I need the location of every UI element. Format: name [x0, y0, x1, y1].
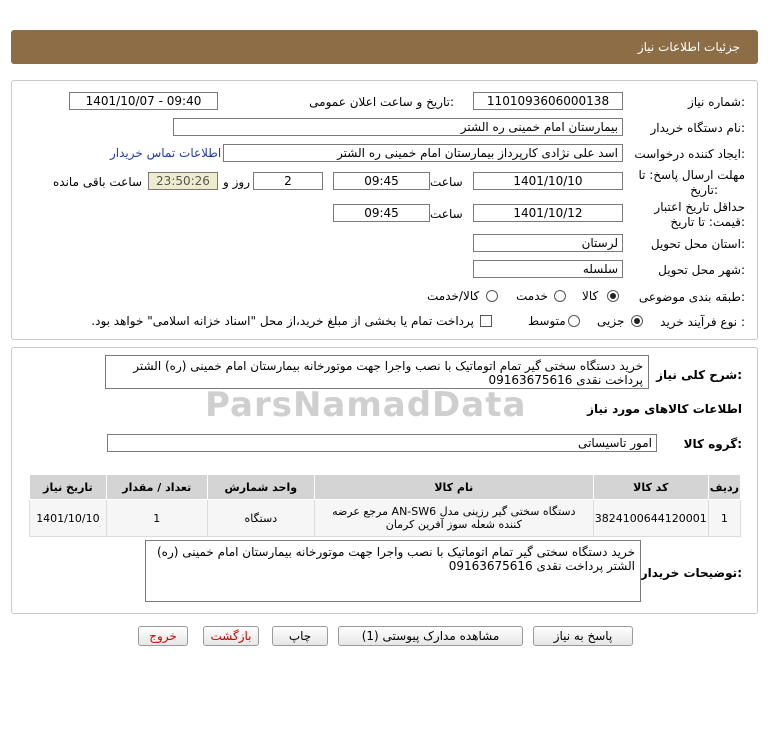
validity-label-2: قیمت: تا تاریخ:: [670, 215, 745, 229]
page-header: [11, 30, 758, 64]
goods-group-field[interactable]: امور تاسیساتی: [107, 434, 657, 452]
watermark: ParsNamadData: [205, 385, 527, 425]
column-header: تعداد / مقدار: [106, 475, 207, 500]
deadline-date-field[interactable]: 1401/10/10: [473, 172, 623, 190]
goods-section-title: اطلاعات کالاهای مورد نیاز: [587, 402, 742, 416]
announce-label: تاریخ و ساعت اعلان عمومی:: [309, 95, 454, 109]
creator-label: ایجاد کننده درخواست:: [634, 147, 745, 161]
category-radio-service[interactable]: [554, 290, 566, 302]
table-row[interactable]: [30, 500, 741, 537]
exit-button[interactable]: خروج: [138, 626, 188, 646]
validity-time-label: ساعت: [430, 207, 463, 221]
validity-date-field[interactable]: 1401/10/12: [473, 204, 623, 222]
creator-field[interactable]: اسد علی نژادی کارپرداز بیمارستان امام خمینی ره الشتر: [223, 144, 623, 162]
province-label: استان محل تحویل:: [650, 237, 745, 251]
purchase-radio-medium[interactable]: [568, 315, 580, 327]
cell-date: 1401/10/10: [30, 500, 107, 537]
category-radio-goods[interactable]: [607, 290, 619, 302]
cell-code: 3824100644120001: [593, 500, 708, 537]
purchase-radio-minor[interactable]: [631, 315, 643, 327]
buyer-notes-field[interactable]: خرید دستگاه سختی گیر تمام اتوماتیک با نصب واجرا جهت موتورخانه بیمارستان امام خمینی (ره) الشتر پرداخت نقدی 09163675616: [145, 540, 641, 602]
treasury-note: پرداخت تمام یا بخشی از مبلغ خرید،از محل "اسناد خزانه اسلامی" خواهد بود.: [91, 314, 474, 328]
cell-qty: 1: [106, 500, 207, 537]
category-radio-both[interactable]: [486, 290, 498, 302]
days-label: روز و: [223, 175, 250, 189]
cell-unit: دستگاه: [207, 500, 314, 537]
cell-index: 1: [708, 500, 740, 537]
province-field[interactable]: لرستان: [473, 234, 623, 252]
deadline-label-2: تاریخ:: [690, 183, 718, 197]
remaining-label: ساعت باقی مانده: [53, 175, 143, 189]
attachments-button[interactable]: مشاهده مدارک پیوستی (1): [338, 626, 523, 646]
column-header: واحد شمارش: [207, 475, 314, 500]
purchase-type-label: نوع فرآیند خرید :: [660, 315, 745, 329]
buyer-org-label: نام دستگاه خریدار:: [650, 121, 745, 135]
print-button[interactable]: چاپ: [272, 626, 328, 646]
reply-button[interactable]: پاسخ به نیاز: [533, 626, 633, 646]
goods-table: [29, 474, 741, 537]
city-field[interactable]: سلسله: [473, 260, 623, 278]
category-option-goods: کالا: [582, 289, 599, 303]
summary-field[interactable]: خرید دستگاه سختی گیر تمام اتوماتیک با نصب واجرا جهت موتورخانه بیمارستان امام خمینی (ره) الشتر پرداخت نقدی 09163675616: [105, 355, 649, 389]
column-header: کد کالا: [593, 475, 708, 500]
category-label: طبقه بندی موضوعی:: [638, 290, 745, 304]
purchase-option-medium: متوسط: [528, 314, 566, 328]
column-header: ردیف: [708, 475, 740, 500]
validity-label: حداقل تاریخ اعتبار: [654, 200, 745, 214]
deadline-label: مهلت ارسال پاسخ: تا: [638, 168, 745, 182]
back-button[interactable]: بازگشت: [203, 626, 259, 646]
column-header: نام کالا: [314, 475, 593, 500]
deadline-time-label: ساعت: [430, 175, 463, 189]
deadline-time-field[interactable]: 09:45: [333, 172, 430, 190]
need-number-field[interactable]: 1101093606000138: [473, 92, 623, 110]
page-title: جزئیات اطلاعات نیاز: [637, 40, 740, 54]
summary-label: شرح کلی نیاز:: [656, 368, 742, 382]
category-option-both: کالا/خدمت: [427, 289, 480, 303]
cell-name: دستگاه سختی گیر رزینی مدل AN-SW6 مرجع عرضه کننده شعله سوز آفرین کرمان: [314, 500, 593, 537]
goods-group-label: گروه کالا:: [683, 437, 742, 451]
purchase-option-minor: جزیی: [597, 314, 625, 328]
remaining-timer: 23:50:26: [148, 172, 218, 190]
announce-field[interactable]: 1401/10/07 - 09:40: [69, 92, 218, 110]
treasury-checkbox[interactable]: [480, 315, 492, 327]
contact-link[interactable]: اطلاعات تماس خریدار: [110, 146, 222, 160]
need-number-label: شماره نیاز:: [687, 95, 745, 109]
buyer-notes-label: توضیحات خریدار:: [640, 566, 742, 580]
city-label: شهر محل تحویل:: [658, 263, 745, 277]
category-option-service: خدمت: [516, 289, 548, 303]
days-field[interactable]: 2: [253, 172, 323, 190]
buyer-org-field[interactable]: بیمارستان امام خمینی ره الشتر: [173, 118, 623, 136]
validity-time-field[interactable]: 09:45: [333, 204, 430, 222]
column-header: تاریخ نیاز: [30, 475, 107, 500]
